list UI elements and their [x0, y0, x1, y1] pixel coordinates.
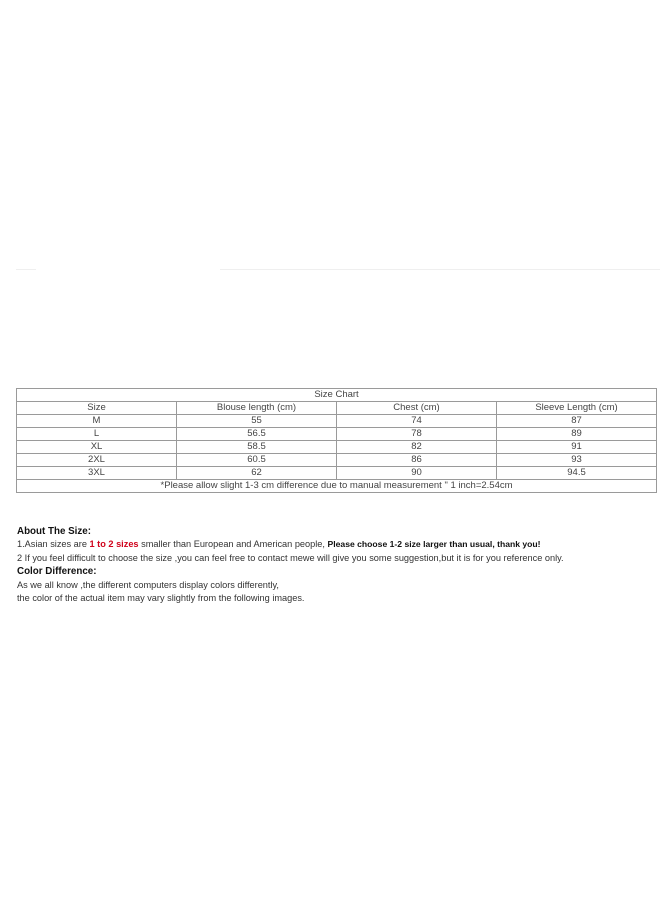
table-cell: 2XL — [17, 454, 177, 467]
table-cell: 56.5 — [177, 428, 337, 441]
color-note-line-2: the color of the actual item may vary slightly from the following images. — [17, 593, 305, 604]
measurement-note: *Please allow slight 1-3 cm difference due to manual measurement " 1 inch=2.54cm — [17, 480, 657, 493]
size-table — [16, 388, 657, 493]
column-header-chest: Chest (cm) — [337, 402, 497, 415]
table-cell: 82 — [337, 441, 497, 454]
table-cell: 62 — [177, 467, 337, 480]
table-cell: 74 — [337, 415, 497, 428]
table-row — [17, 467, 657, 480]
column-header-blouse-length: Blouse length (cm) — [177, 402, 337, 415]
table-cell: L — [17, 428, 177, 441]
size-note-line-1 — [17, 538, 564, 551]
table-row — [17, 428, 657, 441]
size-chart-title: Size Chart — [17, 389, 657, 402]
size-note-middle: smaller than European and American people, — [138, 539, 328, 550]
size-note-highlight: 1 to 2 sizes — [89, 539, 139, 550]
table-cell: 91 — [497, 441, 657, 454]
table-cell: 89 — [497, 428, 657, 441]
size-note-prefix: 1.Asian sizes are — [17, 539, 90, 550]
table-row — [17, 441, 657, 454]
column-header-size: Size — [17, 402, 177, 415]
table-cell: 3XL — [17, 467, 177, 480]
size-chart — [16, 388, 656, 493]
color-difference-heading: Color Difference: — [17, 566, 97, 578]
table-cell: 58.5 — [177, 441, 337, 454]
table-cell: XL — [17, 441, 177, 454]
table-cell: 94.5 — [497, 467, 657, 480]
size-note-line-2: 2 If you feel difficult to choose the size ,you can feel free to contact mewe will give you some suggestion,but it is for you reference only. — [17, 552, 564, 563]
table-cell: 93 — [497, 454, 657, 467]
about-size-heading: About The Size: — [17, 526, 92, 537]
about-section — [17, 525, 564, 605]
table-cell: 55 — [177, 415, 337, 428]
table-cell: 60.5 — [177, 454, 337, 467]
table-cell: 87 — [497, 415, 657, 428]
table-cell: M — [17, 415, 177, 428]
size-note-bold: Please choose 1-2 size larger than usual, thank you! — [327, 539, 541, 550]
divider-left — [16, 269, 36, 270]
table-row — [17, 454, 657, 467]
color-note-line-1: As we all know ,the different computers display colors differently, — [17, 579, 279, 590]
table-cell: 90 — [337, 467, 497, 480]
table-row — [17, 415, 657, 428]
table-cell: 86 — [337, 454, 497, 467]
table-cell: 78 — [337, 428, 497, 441]
divider-right — [220, 269, 660, 270]
column-header-sleeve-length: Sleeve Length (cm) — [497, 402, 657, 415]
